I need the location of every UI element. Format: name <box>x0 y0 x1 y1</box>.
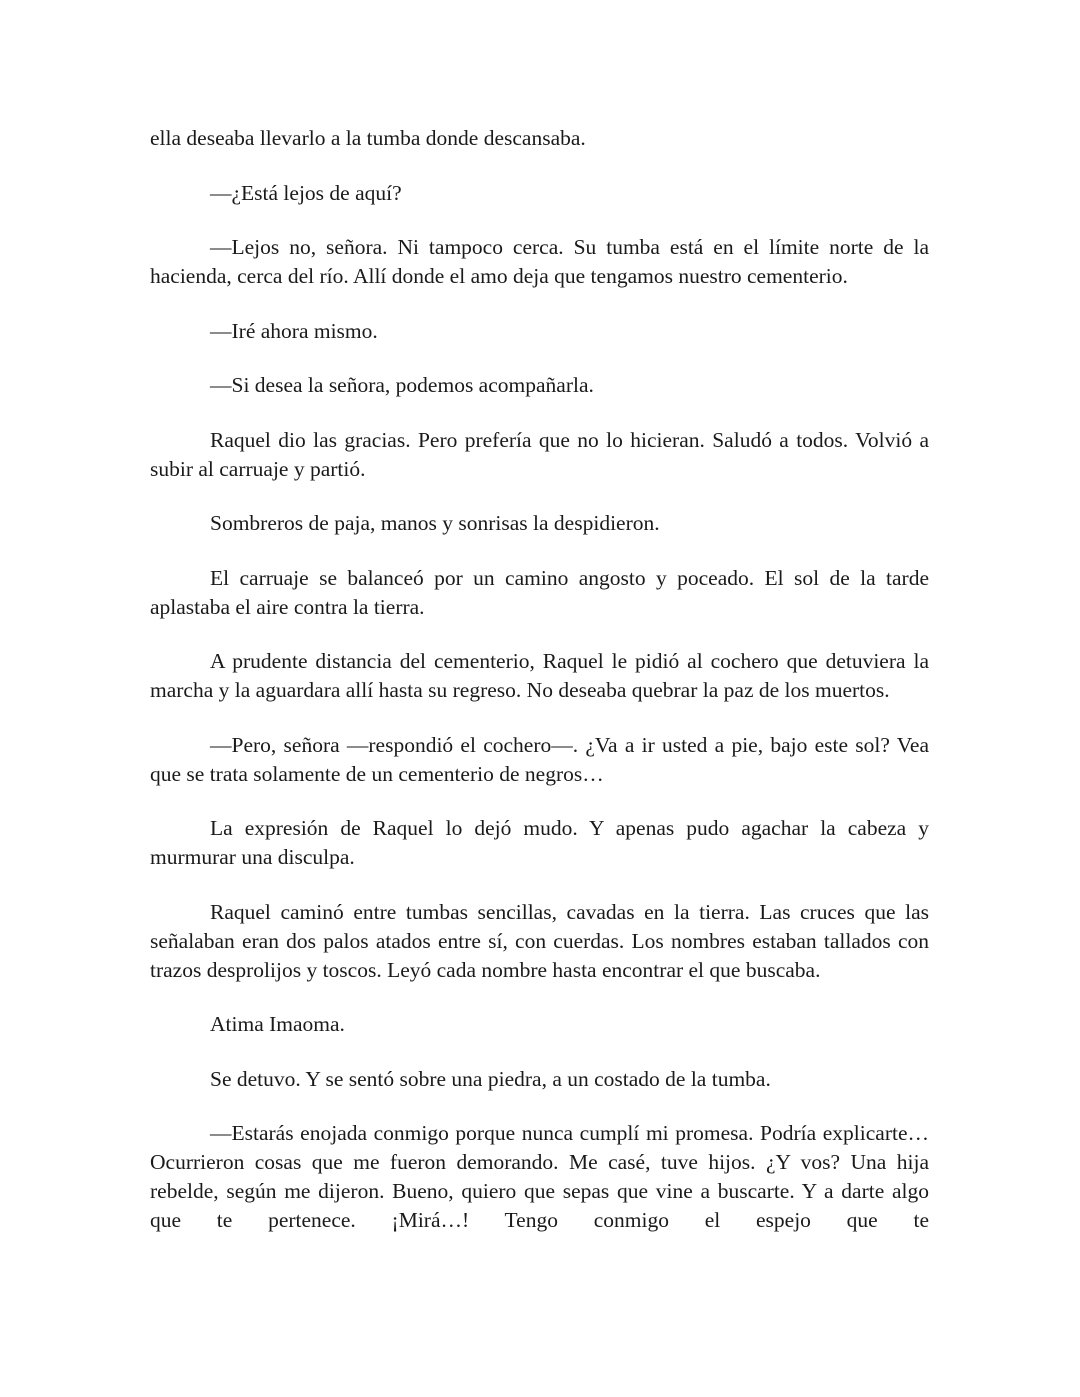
paragraph: El carruaje se balanceó por un camino angosto y poceado. El sol de la tarde aplastaba el aire contra la tierra. <box>150 565 929 619</box>
dialogue-line: —Estarás enojada conmigo porque nunca cumplí mi promesa. Podría explicarte… Ocurrieron cosas que me fueron demorando. Me casé, tuve hijos. ¿Y vos? Una hija rebelde, según me dijeron. Bueno, quiero que sepas que vine a buscarte. Y a darte algo que te pertenece. ¡Mirá…! Tengo conmigo el espejo que te <box>150 1121 929 1232</box>
paragraph: Sombreros de paja, manos y sonrisas la despidieron. <box>210 511 660 535</box>
book-page-body <box>150 124 929 1235</box>
paragraph: Atima Imaoma. <box>210 1012 345 1036</box>
paragraph: Raquel caminó entre tumbas sencillas, cavadas en la tierra. Las cruces que las señalaban eran dos palos atados entre sí, con cuerdas. Los nombres estaban tallados con trazos desprolijos y toscos. Leyó cada nombre hasta encontrar el que buscaba. <box>150 899 929 982</box>
dialogue-line: —¿Está lejos de aquí? <box>210 180 402 205</box>
paragraph: Se detuvo. Y se sentó sobre una piedra, a un costado de la tumba. <box>210 1066 771 1091</box>
dialogue-line: —Iré ahora mismo. <box>210 318 378 343</box>
paragraph: La expresión de Raquel lo dejó mudo. Y apenas pudo agachar la cabeza y murmurar una disculpa. <box>150 816 929 869</box>
paragraph: Raquel dio las gracias. Pero prefería que no lo hicieran. Saludó a todos. Volvió a subir al carruaje y partió. <box>150 427 929 481</box>
dialogue-line: —Pero, señora —respondió el cochero—. ¿Va a ir usted a pie, bajo este sol? Vea que se trata solamente de un cementerio de negros… <box>150 732 929 786</box>
paragraph: A prudente distancia del cementerio, Raquel le pidió al cochero que detuviera la marcha y la aguardara allí hasta su regreso. No deseaba quebrar la paz de los muertos. <box>150 649 929 702</box>
dialogue-line: —Lejos no, señora. Ni tampoco cerca. Su tumba está en el límite norte de la hacienda, cerca del río. Allí donde el amo deja que tengamos nuestro cementerio. <box>150 235 929 288</box>
paragraph-continuation: ella deseaba llevarlo a la tumba donde descansaba. <box>150 126 586 150</box>
dialogue-line: —Si desea la señora, podemos acompañarla. <box>210 373 594 397</box>
